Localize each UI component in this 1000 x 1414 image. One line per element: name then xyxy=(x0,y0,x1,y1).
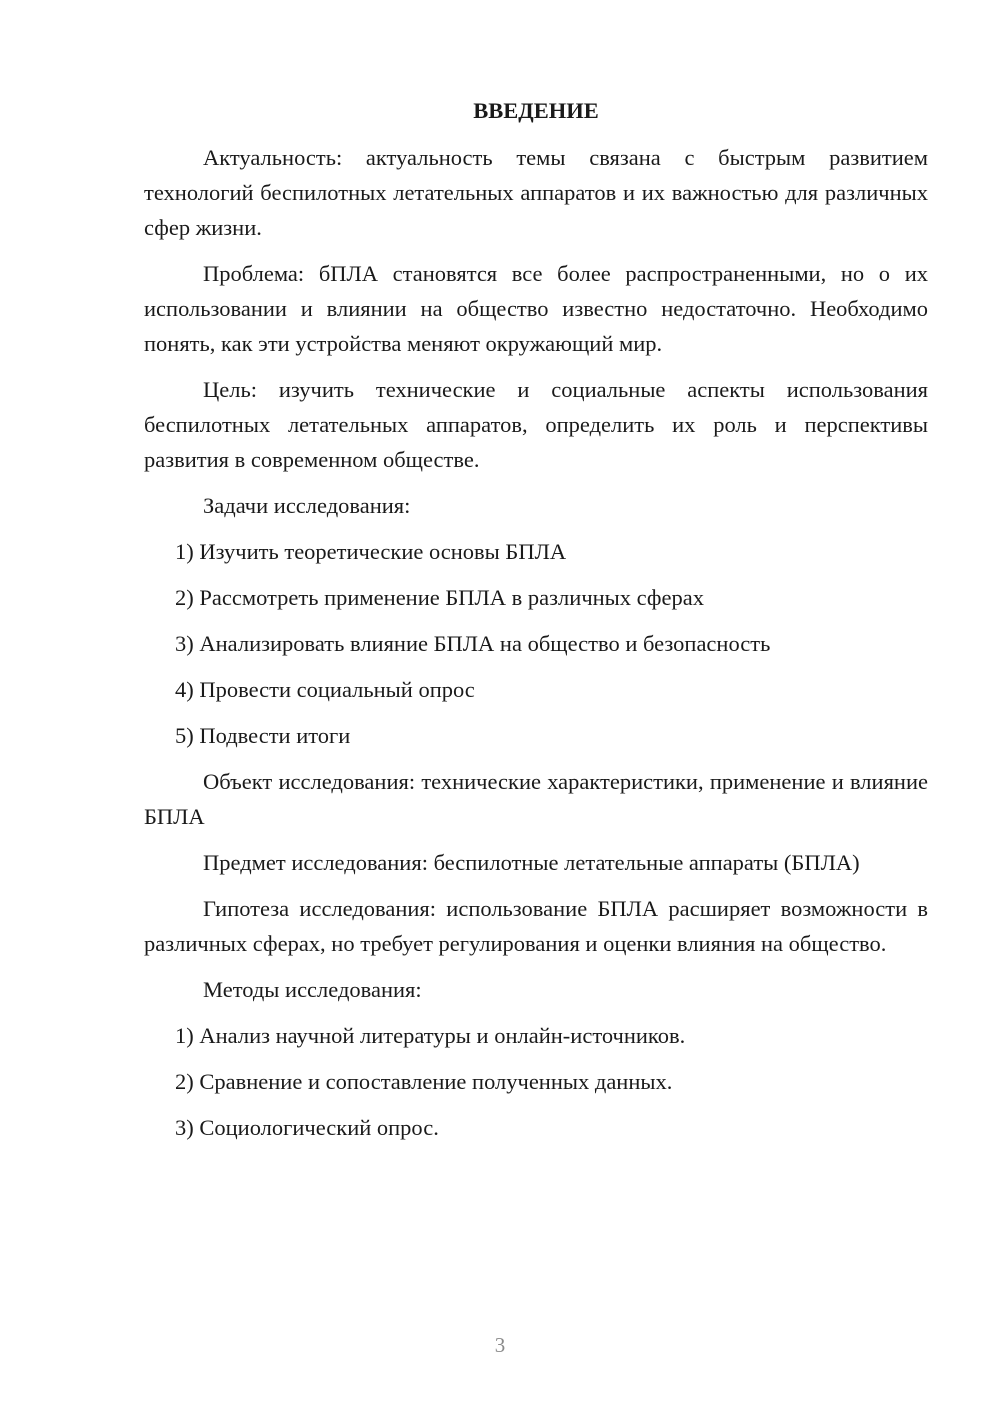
list-item: 3) Анализировать влияние БПЛА на общество и безопасность xyxy=(175,631,771,656)
list-item: 1) Изучить теоретические основы БПЛА xyxy=(175,539,567,564)
list-item: 2) Рассмотреть применение БПЛА в различных сферах xyxy=(175,585,704,610)
list-item: 1) Анализ научной литературы и онлайн-источников. xyxy=(175,1023,686,1048)
section-heading: ВВЕДЕНИЕ xyxy=(473,98,599,123)
problem-paragraph: Проблема: бПЛА становятся все более распространенными, но о их использовании и влиянии на общество известно недостаточно. Необходимо понять, как эти устройства меняют окружающий мир. xyxy=(144,261,928,356)
tasks-title: Задачи исследования: xyxy=(203,493,411,518)
document-page xyxy=(144,96,928,1156)
list-item: 3) Социологический опрос. xyxy=(175,1115,439,1140)
page-number: 3 xyxy=(494,1333,506,1357)
methods-title: Методы исследования: xyxy=(203,977,422,1002)
list-item: 4) Провести социальный опрос xyxy=(175,677,475,702)
methods-list xyxy=(144,1018,928,1145)
subject-paragraph: Предмет исследования: беспилотные летательные аппараты (БПЛА) xyxy=(203,850,860,875)
goal-paragraph: Цель: изучить технические и социальные аспекты использования беспилотных летательных аппаратов, определить их роль и перспективы развития в современном обществе. xyxy=(144,377,928,472)
list-item: 5) Подвести итоги xyxy=(175,723,351,748)
relevance-paragraph: Актуальность: актуальность темы связана с быстрым развитием технологий беспилотных летательных аппаратов и их важностью для различных сфер жизни. xyxy=(144,145,928,240)
hypothesis-paragraph: Гипотеза исследования: использование БПЛА расширяет возможности в различных сферах, но требует регулирования и оценки влияния на общество. xyxy=(144,896,928,956)
object-paragraph: Объект исследования: технические характеристики, применение и влияние БПЛА xyxy=(144,769,928,829)
list-item: 2) Сравнение и сопоставление полученных данных. xyxy=(175,1069,673,1094)
tasks-list xyxy=(144,534,928,753)
